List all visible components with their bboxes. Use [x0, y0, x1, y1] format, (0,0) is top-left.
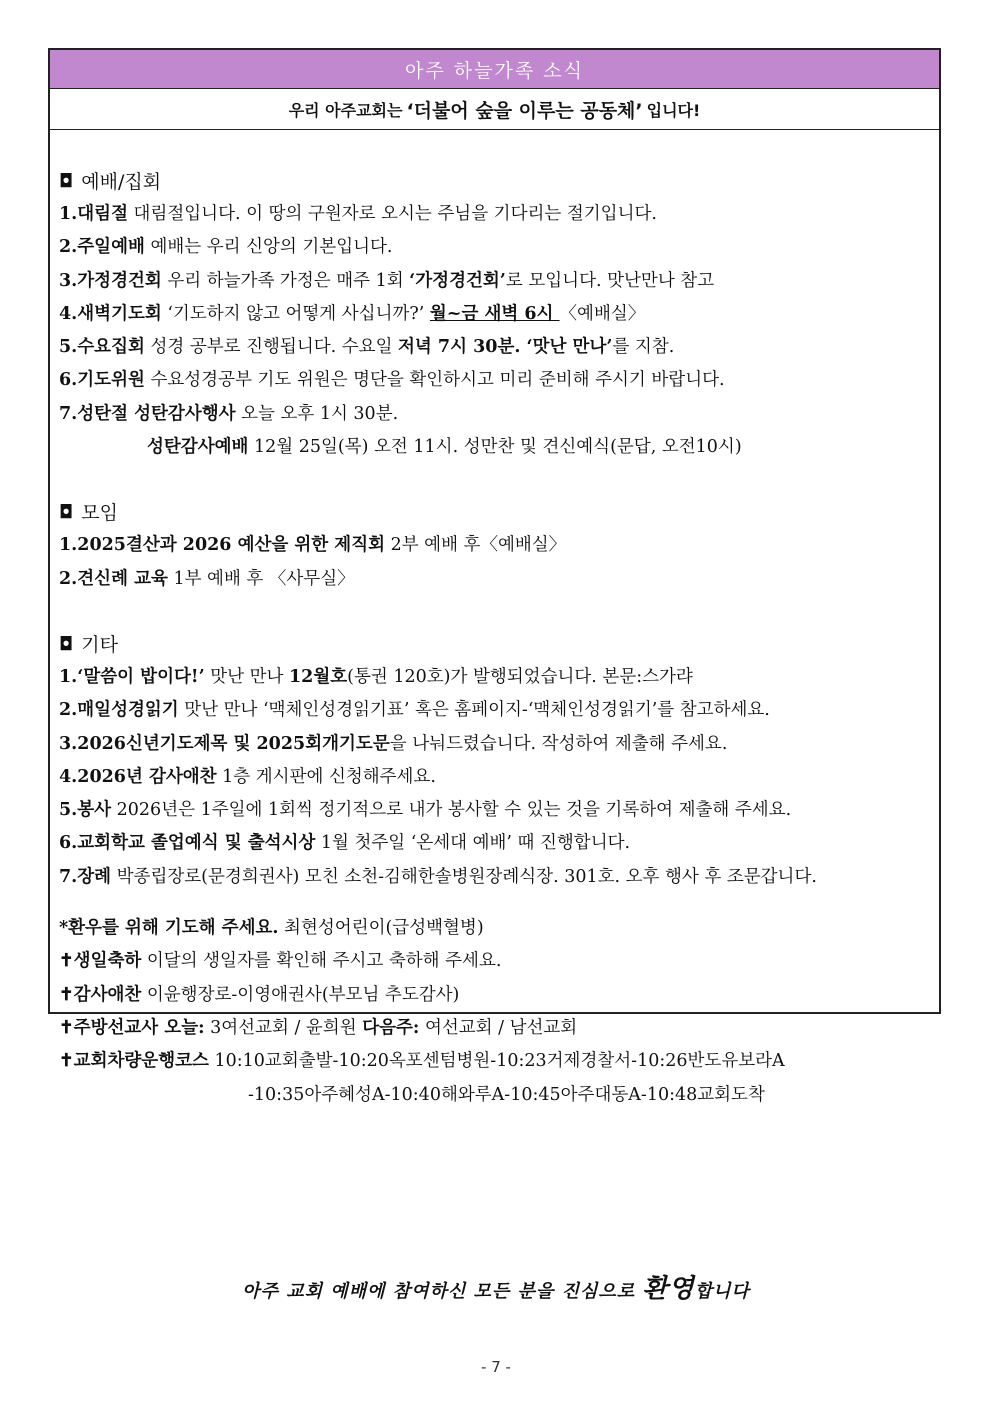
item-label: 1.대림절 — [59, 204, 128, 224]
note-text: 3여선교회 / 윤희원 — [204, 1017, 363, 1038]
section-bullet-icon: ◘ — [59, 502, 74, 524]
note-label: 주방선교사 오늘: — [73, 1017, 205, 1038]
note-item — [59, 1012, 935, 1045]
item-label: 4.2026년 감사애찬 — [59, 766, 217, 787]
item-label: 7.장례 — [59, 866, 112, 887]
note-item — [59, 1045, 935, 1078]
item-emphasis: ‘가정경건회’ — [409, 270, 506, 291]
item-emphasis: 저녁 7시 30분. ‘맛난 만나’ — [398, 337, 613, 358]
item-label: 4.새벽기도회 — [59, 303, 162, 324]
motto-text: ‘더불어 숲을 이루는 공동체’ — [406, 99, 643, 122]
item-text: 박종립장로(문경희권사) 모친 소천-김해한솔병원장례식장. 301호. 오후 행사 후 조문갑니다. — [111, 866, 817, 887]
item-label: 성탄감사예배 — [147, 437, 249, 458]
etc-item — [59, 761, 935, 794]
item-text: 2026년은 1주일에 1회씩 정기적으로 내가 봉사할 수 있는 것을 기록하여 제출해 주세요. — [111, 800, 792, 821]
welcome-emphasis: 환영 — [642, 1274, 695, 1304]
section-title: 예배/집회 — [81, 171, 162, 193]
item-text: 를 지참. — [612, 337, 675, 358]
item-label: 3.가정경건회 — [59, 270, 162, 291]
note-item — [59, 912, 935, 945]
item-text: 대림절입니다. 이 땅의 구원자로 오시는 주님을 기다리는 절기입니다. — [127, 204, 657, 224]
item-text: 오늘 오후 1시 30분. — [235, 403, 399, 424]
motto-prefix: 우리 아주교회는 — [288, 100, 403, 120]
item-label: 1.2025결산과 2026 예산을 위한 제직회 — [59, 535, 386, 556]
item-text: (통권 120호)가 발행되었습니다. 본문:스가랴 — [347, 666, 693, 687]
meeting-item — [59, 563, 935, 596]
item-text: 우리 하늘가족 가정은 매주 1회 — [161, 270, 410, 291]
item-label: 5.봉사 — [59, 800, 112, 821]
asterisk-icon: * — [59, 918, 69, 939]
etc-item — [59, 794, 935, 827]
meeting-item — [59, 529, 935, 562]
worship-item — [59, 265, 935, 298]
etc-item — [59, 661, 935, 694]
section-bullet-icon: ◘ — [59, 633, 74, 655]
etc-item — [59, 861, 935, 894]
welcome-message — [0, 1268, 992, 1305]
etc-item — [59, 694, 935, 727]
item-text: 성경 공부로 진행됩니다. 수요일 — [144, 337, 399, 358]
note-item — [59, 979, 935, 1012]
item-text: 12월 25일(목) 오전 11시. 성만찬 및 견신예식(문답, 오전10시) — [248, 437, 742, 458]
item-emphasis: 12월호 — [288, 666, 348, 687]
note-label: 생일축하 — [73, 951, 142, 972]
section-bullet-icon: ◘ — [59, 171, 74, 192]
section-heading-etc — [59, 629, 935, 661]
item-label: 3.2026신년기도제목 및 2025회개기도문 — [59, 733, 390, 754]
worship-item — [59, 331, 935, 364]
welcome-text: 아주 교회 예배에 참여하신 모든 분을 진심으로 — [242, 1281, 643, 1302]
item-text: ‘기도하지 않고 어떻게 사십니까?’ — [161, 303, 430, 324]
motto-suffix: 입니다! — [646, 100, 701, 120]
item-label: 5.수요집회 — [59, 337, 145, 358]
worship-item — [59, 398, 935, 431]
item-label: 2.견신례 교육 — [59, 568, 168, 589]
note-label: 감사애찬 — [73, 984, 142, 1005]
note-label: 교회차량운행코스 — [73, 1051, 209, 1072]
note-text: 여선교회 / 남선교회 — [419, 1017, 578, 1038]
note-text: 최현성어린이(급성백혈병) — [278, 918, 484, 939]
cross-icon: ✝ — [59, 1051, 74, 1072]
item-text: 예배는 우리 신앙의 기본입니다. — [144, 237, 393, 258]
worship-item — [59, 364, 935, 397]
church-motto — [50, 89, 939, 130]
note-label: 환우를 위해 기도해 주세요. — [68, 918, 279, 939]
bulletin-content — [59, 166, 935, 1112]
item-text: 로 모입니다. 맛난만나 참고 — [505, 270, 715, 291]
item-text: 1부 예배 후 〈사무실〉 — [167, 568, 355, 589]
welcome-text-end: 합니다 — [694, 1281, 750, 1302]
cross-icon: ✝ — [59, 984, 74, 1005]
page-number: - 7 - — [481, 1358, 511, 1376]
item-label: 2.주일예배 — [59, 237, 145, 258]
note-text: 이윤행장로-이영애권사(부모님 추도감사) — [141, 984, 460, 1005]
section-heading-worship — [59, 166, 935, 198]
item-text: 〈예배실〉 — [559, 303, 646, 324]
item-text: 맛난 만나 — [204, 666, 289, 687]
etc-item — [59, 827, 935, 860]
item-text: 1층 게시판에 신청해주세요. — [216, 766, 436, 787]
cross-icon: ✝ — [59, 951, 74, 972]
note-emphasis: 다음주: — [362, 1017, 420, 1038]
item-label: 7.성탄절 성탄감사행사 — [59, 403, 236, 424]
worship-item — [59, 231, 935, 264]
cross-icon: ✝ — [59, 1017, 74, 1038]
note-text: 이달의 생일자를 확인해 주시고 축하해 주세요. — [141, 951, 502, 972]
worship-item — [59, 431, 935, 464]
item-label: 6.교회학교 졸업예식 및 출석시상 — [59, 833, 316, 854]
item-text: 수요성경공부 기도 위원은 명단을 확인하시고 미리 준비해 주시기 바랍니다. — [144, 370, 725, 391]
section-title: 모임 — [81, 502, 118, 525]
route-continuation: -10:35아주혜성A-10:40해와루A-10:45아주대동A-10:48교회도착 — [248, 1084, 765, 1105]
item-text: 1월 첫주일 ‘온세대 예배’ 때 진행합니다. — [315, 833, 631, 854]
etc-item — [59, 728, 935, 761]
item-label: 6.기도위원 — [59, 370, 145, 391]
worship-item — [59, 298, 935, 331]
section-title: 기타 — [81, 633, 118, 656]
item-text: 2부 예배 후〈예배실〉 — [385, 535, 567, 556]
item-text: 맛난 만나 ‘맥체인성경읽기표’ 혹은 홈페이지-‘맥체인성경읽기’를 참고하세요. — [178, 700, 770, 721]
item-text: 을 나눠드렸습니다. 작성하여 제출해 주세요. — [389, 733, 728, 754]
item-label: 2.매일성경읽기 — [59, 700, 179, 721]
worship-item — [59, 198, 935, 231]
note-text: 10:10교회출발-10:20옥포센텀병원-10:23거제경찰서-10:26반도유보라A — [208, 1051, 785, 1072]
item-label: 1.‘말씀이 밥이다!’ — [59, 666, 205, 687]
item-emphasis: 월~금 새벽 6시 — [429, 303, 560, 324]
bulletin-title: 아주 하늘가족 소식 — [50, 50, 939, 89]
note-item — [59, 945, 935, 978]
section-heading-meeting — [59, 497, 935, 529]
